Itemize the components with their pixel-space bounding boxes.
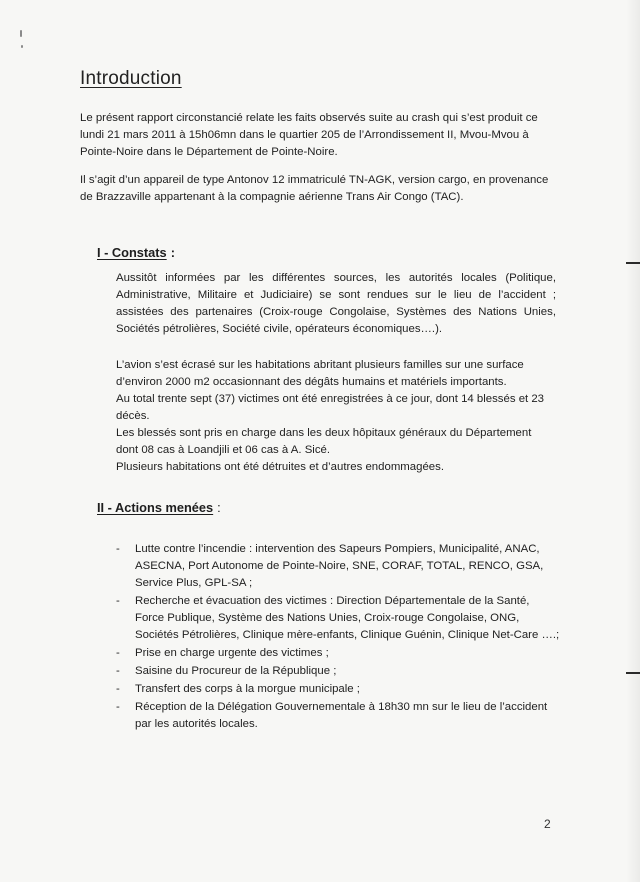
list-item-text: Transfert des corps à la morgue municipale ; [135,683,360,695]
intro-paragraph: Le présent rapport circonstancié relate les faits observés suite au crash qui s’est produit ce lundi 21 mars 2011 à 15h06mn dans le quartier 205 de l’Arrondissement II, Mvou-Mvou à Pointe-Noire dans le Département de Pointe-Noire. [80,112,538,158]
page-number: 2 [544,817,551,831]
actions-list [116,541,561,734]
section-heading-colon: : [170,245,175,260]
scan-speck [20,30,22,37]
constats-paragraph: L’avion s’est écrasé sur les habitations abritant plusieurs familles sur une surface d’environ 2000 m2 occasionnant des dégâts humains et matériels importants. Au total trente sept (37) victimes ont été enregistrées à ce jour, dont 14 blessés et 23 décès. Les blessés sont pris en charge dans les deux hôpitaux généraux du Département dont 08 cas à Loandjili et 06 cas à A. Sicé. Plusieurs habitations ont été détruites et d’autres endommagées. [116,359,545,473]
scan-speck [21,45,23,48]
constats-paragraph: Aussitôt informées par les différentes sources, les autorités locales (Politique, Administrative, Militaire et Judiciaire) se sont rendues sur le lieu de l’accident ; assistées des partenaires (Croix-rouge Congolaise, Systèmes des Nations Unies, Sociétés pétrolières, Société civile, opérateurs économiques….). [116,272,556,335]
list-dash: - [116,683,120,695]
list-item [116,645,561,662]
section-heading-actions [97,500,221,515]
scan-edge-mark [626,262,640,264]
list-item-text: Recherche et évacuation des victimes : Direction Départementale de la Santé, Force Publique, Système des Nations Unies, Croix-rouge Congolaise, ONG, Sociétés Pétrolières, Clinique mère-enfants, Clinique Guénin, Clinique Net-Care ….; [135,595,560,641]
list-dash: - [116,543,120,555]
scan-edge-mark [626,672,640,674]
list-dash: - [116,647,120,659]
section-heading-text: II - Actions menées [97,500,214,515]
list-dash: - [116,701,120,713]
section-heading-colon: : [217,500,221,515]
list-item-text: Lutte contre l’incendie : intervention des Sapeurs Pompiers, Municipalité, ANAC, ASECNA, Port Autonome de Pointe-Noire, SNE, CORAF, TOTAL, RENCO, GSA, Service Plus, GPL-SA ; [135,543,544,589]
list-item [116,541,561,592]
list-dash: - [116,665,120,677]
list-item-text: Saisine du Procureur de la République ; [135,665,337,677]
section-heading-text: I - Constats [97,245,167,260]
list-item [116,663,561,680]
list-item-text: Prise en charge urgente des victimes ; [135,647,329,659]
list-item [116,593,561,644]
list-item-text: Réception de la Délégation Gouvernementale à 18h30 mn sur le lieu de l’accident par les autorités locales. [135,701,548,730]
list-item [116,699,561,733]
scan-shadow [626,0,640,882]
section-heading-constats [97,245,175,260]
page-title: Introduction [80,68,182,89]
list-dash: - [116,595,120,607]
list-item [116,681,561,698]
intro-paragraph: Il s’agit d’un appareil de type Antonov 12 immatriculé TN-AGK, version cargo, en provenance de Brazzaville appartenant à la compagnie aérienne Trans Air Congo (TAC). [80,174,549,203]
